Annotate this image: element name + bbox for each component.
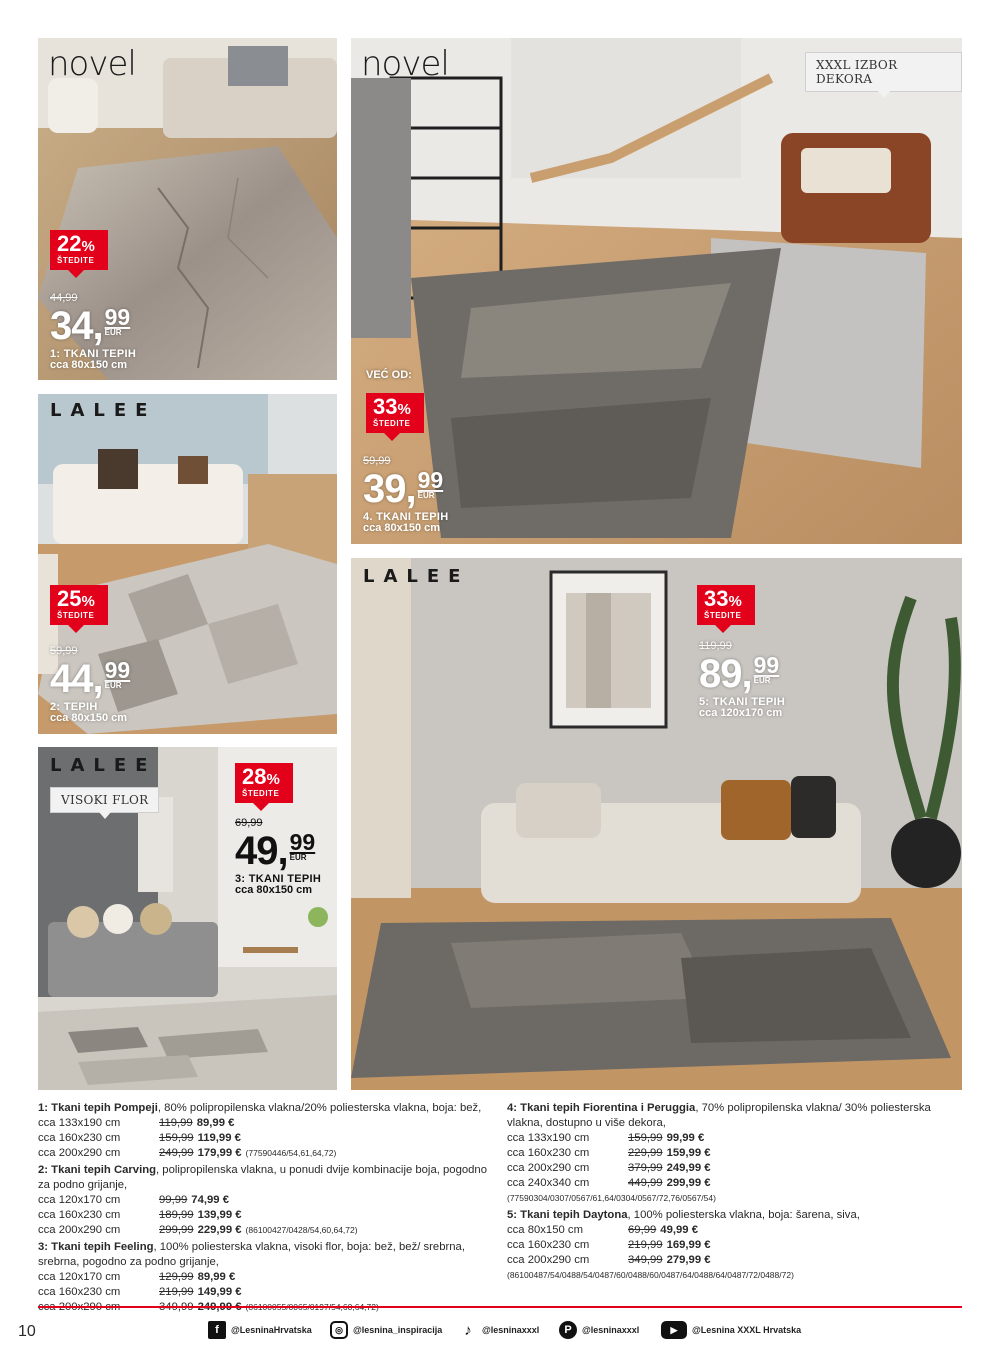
size-price-row: cca 240x340 cm 449,99 299,99 € (507, 1177, 711, 1189)
price-cents: 99 (289, 829, 316, 855)
social-link-tiktok[interactable] (459, 1321, 539, 1339)
facebook-icon: f (208, 1321, 226, 1339)
product-size: cca 80x150 cm (50, 712, 128, 724)
size-price-row: cca 80x150 cm 69,99 49,99 € (507, 1224, 698, 1236)
product-name: 3: TKANI TEPIH (235, 873, 322, 885)
discount-badge: 22% ŠTEDITE (50, 230, 108, 270)
discount-percent: 33 (704, 586, 729, 611)
social-label: @lesnina_inspiracija (353, 1325, 443, 1335)
size-price-row: cca 160x230 cm 189,99 139,99 € (38, 1209, 242, 1221)
description-text: , 100% poliesterska vlakna, boja: šarena, siva, (627, 1209, 860, 1221)
product-name: 5: TKANI TEPIH (699, 696, 786, 708)
discount-save-label: ŠTEDITE (57, 611, 95, 620)
size-price-row: cca 200x290 cm 299,99 229,99 € (86100427/0428/54,60,64,72) (38, 1224, 358, 1236)
price-cents: 99 (104, 304, 131, 330)
discount-badge: 28% ŠTEDITE (235, 763, 293, 803)
description-title: 2: Tkani tepih Carving (38, 1164, 157, 1176)
old-price: 119,99 (699, 640, 732, 652)
description-item-2 (38, 1163, 498, 1238)
feature-tag-visoki-flor: VISOKI FLOR (50, 787, 159, 813)
discount-save-label: ŠTEDITE (373, 419, 411, 428)
product-size: cca 80x150 cm (50, 359, 128, 371)
youtube-icon: ▶ (661, 1321, 687, 1339)
price-currency: EUR (417, 491, 435, 500)
size-price-row: cca 133x190 cm 159,99 99,99 € (507, 1132, 705, 1144)
size-price-row: cca 120x170 cm 129,99 89,99 € (38, 1271, 236, 1283)
description-title: 1: Tkani tepih Pompeji (38, 1102, 158, 1114)
product-size: cca 120x170 cm (699, 707, 783, 719)
social-link-pinterest[interactable] (559, 1321, 639, 1339)
size-price-row: cca 160x230 cm 219,99 169,99 € (507, 1239, 711, 1251)
product-panel-5 (351, 558, 962, 1090)
description-text: , 70% polipropilenska vlakna/ 30% poliesterska vlakna, dostupno u više dekora, (507, 1102, 931, 1129)
social-label: @Lesnina XXXL Hrvatska (692, 1325, 802, 1335)
description-column-right (507, 1101, 962, 1285)
footer-divider (38, 1306, 962, 1308)
feature-tag-izbor-dekora: XXXL IZBOR DEKORA (805, 52, 962, 92)
discount-percent: 25 (57, 586, 82, 611)
price-block (50, 293, 136, 371)
price-cents: 99 (417, 467, 444, 493)
brand-logo-novel: novel (48, 44, 136, 84)
page-number: 10 (18, 1323, 36, 1340)
tiktok-icon: ♪ (459, 1321, 477, 1339)
description-text: , 80% polipropilenska vlakna/20% poliesterska vlakna, boja: bež, (157, 1102, 482, 1114)
size-price-row: cca 133x190 cm 119,99 89,99 € (38, 1117, 235, 1129)
size-price-row: cca 120x170 cm 99,99 74,99 € (38, 1194, 229, 1206)
product-name: 4. TKANI TEPIH (363, 511, 449, 523)
price-currency: EUR (104, 681, 122, 690)
product-panel-4 (351, 38, 962, 544)
room-photo-daytona (351, 558, 962, 1090)
product-panel-1 (38, 38, 337, 380)
price-block (235, 818, 321, 896)
social-label: @lesninaxxxl (482, 1325, 540, 1335)
description-item-1 (38, 1101, 498, 1161)
brand-logo-lalee: LALEE (50, 755, 157, 776)
article-codes: (86100487/54/0488/54/0487/60/0488/60/0487/64/0488/64/0487/72/0488/72) (507, 1270, 794, 1280)
discount-badge: 33% ŠTEDITE (697, 585, 755, 625)
old-price: 59,99 (363, 455, 391, 467)
description-title: 4: Tkani tepih Fiorentina i Peruggia (507, 1102, 696, 1114)
size-price-row: cca 200x290 cm 349,99 279,99 € (507, 1254, 711, 1266)
price-integer: 49, (235, 829, 288, 873)
description-title: 3: Tkani tepih Feeling (38, 1241, 154, 1253)
product-panel-3 (38, 747, 337, 1090)
discount-badge: 25% ŠTEDITE (50, 585, 108, 625)
price-block (50, 646, 130, 724)
old-price: 44,99 (50, 292, 78, 304)
product-name: 1: TKANI TEPIH (50, 348, 137, 360)
old-price: 69,99 (235, 817, 263, 829)
social-link-youtube[interactable] (661, 1321, 801, 1339)
description-text: , 100% poliesterska vlakna, visoki flor, boja: bež, bež/ srebrna, srebrna, pogodno za podno grijanje, (38, 1241, 465, 1268)
size-price-row: cca 160x230 cm 219,99 149,99 € (38, 1286, 242, 1298)
product-size: cca 80x150 cm (235, 884, 313, 896)
instagram-icon: ◎ (330, 1321, 348, 1339)
pinterest-icon: P (559, 1321, 577, 1339)
social-link-instagram[interactable] (330, 1321, 442, 1339)
discount-save-label: ŠTEDITE (242, 789, 280, 798)
size-price-row: cca 200x290 cm 249,99 179,99 € (77590446/54,61,64,72) (38, 1147, 337, 1159)
price-currency: EUR (289, 853, 307, 862)
size-price-row: cca 160x230 cm 229,99 159,99 € (507, 1147, 711, 1159)
price-cents: 99 (753, 652, 780, 678)
description-column-left (38, 1101, 498, 1317)
description-text: , polipropilenska vlakna, u ponudi dvije kombinacije boja, pogodno za podno grijanje, (38, 1164, 487, 1191)
social-link-facebook[interactable] (208, 1321, 312, 1339)
product-size: cca 80x150 cm (363, 522, 441, 534)
price-integer: 39, (363, 467, 416, 511)
price-currency: EUR (753, 676, 771, 685)
brand-logo-lalee: LALEE (363, 566, 470, 587)
price-integer: 89, (699, 652, 752, 696)
discount-percent: 28 (242, 764, 267, 789)
discount-save-label: ŠTEDITE (704, 611, 742, 620)
discount-percent: 33 (373, 394, 398, 419)
brand-logo-novel: novel (361, 44, 449, 84)
description-item-3 (38, 1240, 498, 1315)
description-item-5 (507, 1208, 962, 1283)
description-title: 5: Tkani tepih Daytona (507, 1209, 628, 1221)
social-label: @LesninaHrvatska (231, 1325, 312, 1335)
article-codes: (77590304/0307/0567/61,64/0304/0567/72,76/0567/54) (507, 1193, 716, 1203)
old-price: 59,99 (50, 645, 78, 657)
size-price-row: cca 160x230 cm 159,99 119,99 € (38, 1132, 241, 1144)
discount-save-label: ŠTEDITE (57, 256, 95, 265)
product-panel-2 (38, 394, 337, 734)
product-name: 2: TEPIH (50, 701, 98, 713)
discount-percent: 22 (57, 231, 82, 256)
price-integer: 34, (50, 304, 103, 348)
price-currency: EUR (104, 328, 122, 337)
brand-logo-lalee: LALEE (50, 400, 157, 421)
social-label: @lesninaxxxl (582, 1325, 640, 1335)
size-price-row: cca 200x290 cm 379,99 249,99 € (507, 1162, 711, 1174)
price-block (699, 641, 785, 719)
price-block (363, 456, 449, 534)
description-item-4 (507, 1101, 962, 1206)
discount-badge: 33% ŠTEDITE (366, 393, 424, 433)
price-cents: 99 (104, 657, 131, 683)
price-integer: 44, (50, 657, 103, 701)
from-price-label: VEĆ OD: (366, 369, 412, 381)
